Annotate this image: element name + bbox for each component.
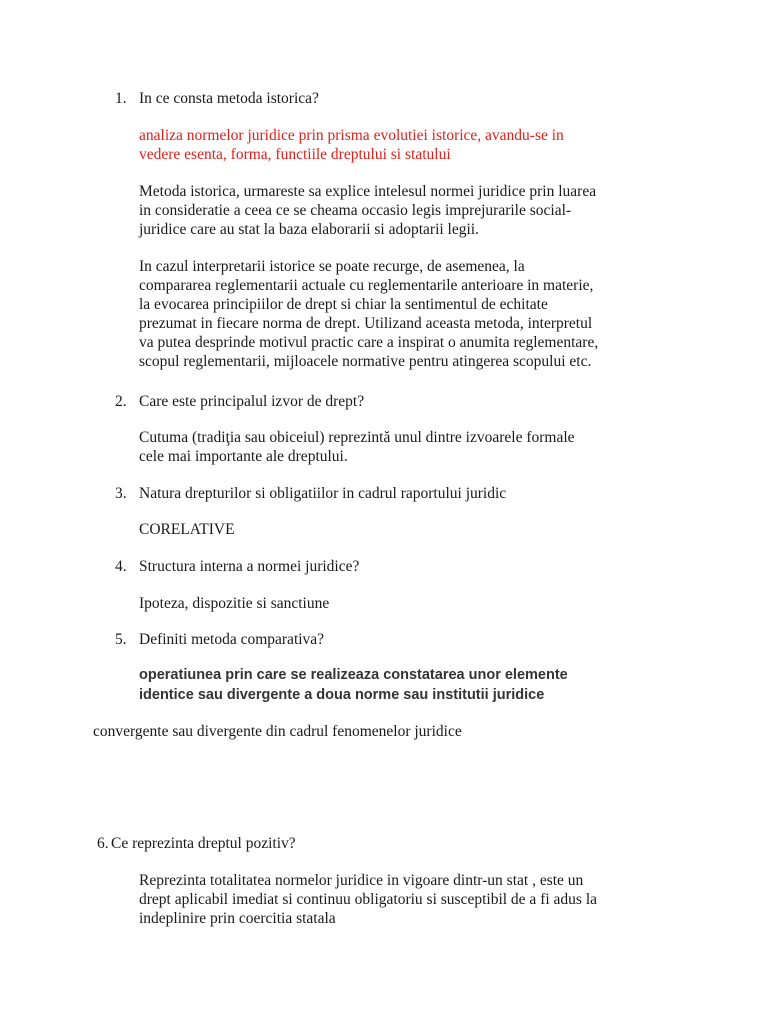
answer-1-para2-line-4: prezumat in fiecare norma de drept. Utilizand aceasta metoda, interpretul xyxy=(139,315,593,332)
answer-5-continuation: convergente sau divergente din cadrul fenomenelor juridice xyxy=(93,723,462,740)
answer-1-red-line-2: vedere esenta, forma, functiile dreptului si statului xyxy=(139,146,451,163)
answer-1-para2-line-2: compararea reglementarii actuale cu reglementarile anterioare in materie, xyxy=(139,277,594,294)
answer-1-para1-line-1: Metoda istorica, urmareste sa explice intelesul normei juridice prin luarea xyxy=(139,183,597,200)
answer-2-line-2: cele mai importante ale dreptului. xyxy=(139,448,348,465)
answer-1-red-line-1: analiza normelor juridice prin prisma evolutiei istorice, avandu-se in xyxy=(139,127,564,144)
question-number: 3. xyxy=(115,485,127,502)
question-4: Structura interna a normei juridice? xyxy=(139,558,360,575)
answer-1-para2-line-3: la evocarea principiilor de drept si chiar la sentimentul de echitate xyxy=(139,296,548,313)
question-number: 2. xyxy=(115,393,127,410)
answer-6-line-3: indeplinire prin coercitia statala xyxy=(139,910,336,927)
question-2: Care este principalul izvor de drept? xyxy=(139,393,365,410)
answer-6-line-1: Reprezinta totalitatea normelor juridice in vigoare dintr-un stat , este un xyxy=(139,872,584,889)
question-3: Natura drepturilor si obligatiilor in cadrul raportului juridic xyxy=(139,485,507,502)
question-1: In ce consta metoda istorica? xyxy=(139,90,319,107)
answer-5-line-1: operatiunea prin care se realizeaza constatarea unor elemente xyxy=(139,667,568,683)
answer-6-line-2: drept aplicabil imediat si continuu obligatoriu si susceptibil de a fi adus la xyxy=(139,891,598,908)
question-number: 6. xyxy=(97,835,109,852)
question-number: 1. xyxy=(115,90,127,107)
answer-2-line-1: Cutuma (tradiţia sau obiceiul) reprezintă unul dintre izvoarele formale xyxy=(139,429,575,446)
question-number: 5. xyxy=(115,631,127,648)
question-number: 4. xyxy=(115,558,127,575)
answer-1-para1-line-2: in consideratie a ceea ce se cheama occasio legis imprejurarile social- xyxy=(139,202,572,219)
answer-5-line-2: identice sau divergente a doua norme sau institutii juridice xyxy=(139,687,545,703)
question-6: Ce reprezinta dreptul pozitiv? xyxy=(111,835,296,852)
answer-1-para2-line-1: In cazul interpretarii istorice se poate recurge, de asemenea, la xyxy=(139,258,525,275)
answer-1-para2-line-6: scopul reglementarii, mijloacele normative pentru atingerea scopului etc. xyxy=(139,353,592,370)
answer-3: CORELATIVE xyxy=(139,521,235,538)
answer-1-para1-line-3: juridice care au stat la baza elaborarii si adoptarii legii. xyxy=(139,221,479,238)
answer-1-para2-line-5: va putea desprinde motivul practic care a inspirat o anumita reglementare, xyxy=(139,334,599,351)
question-5: Definiti metoda comparativa? xyxy=(139,631,325,648)
answer-4: Ipoteza, dispozitie si sanctiune xyxy=(139,595,330,612)
